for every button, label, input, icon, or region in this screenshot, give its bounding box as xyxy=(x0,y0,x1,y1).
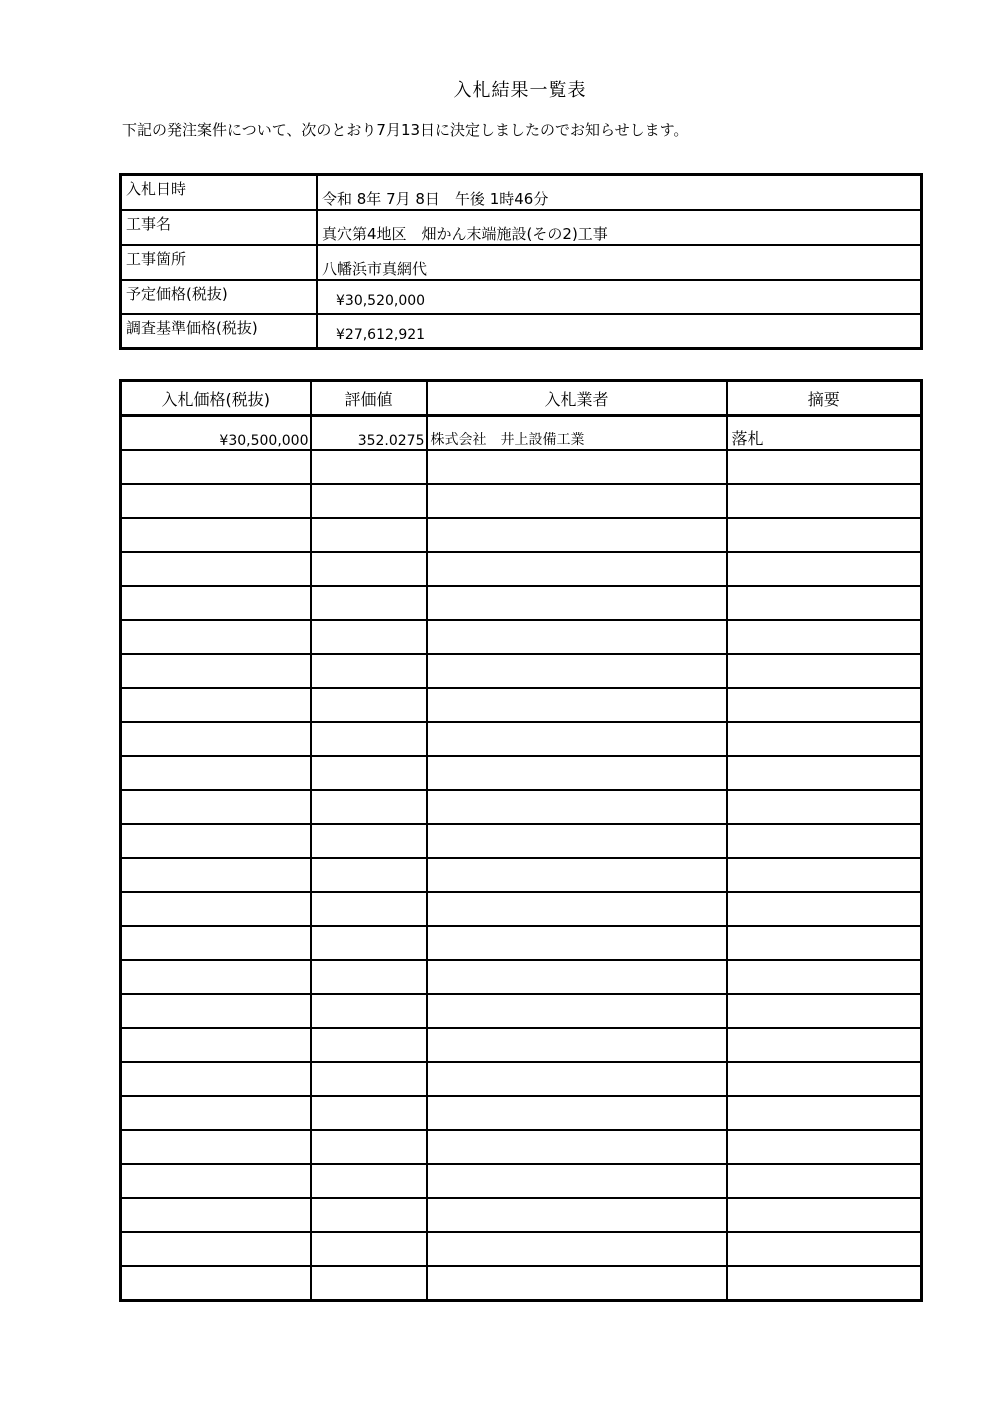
remarks-cell xyxy=(727,858,922,892)
bid-price-cell xyxy=(121,722,311,756)
bidder-cell xyxy=(427,1232,727,1266)
remarks-cell xyxy=(727,756,922,790)
bidder-cell xyxy=(427,1028,727,1062)
remarks-cell xyxy=(727,960,922,994)
info-value: ¥27,612,921 xyxy=(317,314,922,349)
bid-price-cell xyxy=(121,1164,311,1198)
bidder-cell xyxy=(427,1266,727,1301)
table-row xyxy=(121,824,922,858)
table-row xyxy=(121,722,922,756)
evaluation-score-cell xyxy=(311,858,427,892)
header-evaluation-score: 評価値 xyxy=(311,381,427,416)
bid-price-cell xyxy=(121,1130,311,1164)
bidder-cell: 株式会社 井上設備工業 xyxy=(427,416,727,451)
evaluation-score-cell xyxy=(311,1062,427,1096)
bidder-cell xyxy=(427,926,727,960)
evaluation-score-cell xyxy=(311,620,427,654)
remarks-cell xyxy=(727,586,922,620)
remarks-cell xyxy=(727,450,922,484)
info-label: 入札日時 xyxy=(121,175,318,211)
table-row xyxy=(121,892,922,926)
bid-price-cell xyxy=(121,620,311,654)
page-title: 入札結果一覧表 xyxy=(453,80,587,101)
bidder-cell xyxy=(427,1198,727,1232)
remarks-cell xyxy=(727,1198,922,1232)
evaluation-score-cell xyxy=(311,484,427,518)
bid-results-table xyxy=(119,379,923,1302)
info-row xyxy=(121,210,922,245)
evaluation-score-cell xyxy=(311,824,427,858)
bidder-cell xyxy=(427,892,727,926)
table-row xyxy=(121,484,922,518)
table-row xyxy=(121,654,922,688)
table-row xyxy=(121,1266,922,1301)
evaluation-score-cell xyxy=(311,654,427,688)
header-bid-price: 入札価格(税抜) xyxy=(121,381,311,416)
bid-price-cell xyxy=(121,926,311,960)
table-row xyxy=(121,688,922,722)
info-value: 令和 8年 7月 8日 午後 1時46分 xyxy=(317,175,922,211)
info-row xyxy=(121,314,922,349)
info-value: 真穴第4地区 畑かん末端施設(その2)工事 xyxy=(317,210,922,245)
bidder-cell xyxy=(427,1096,727,1130)
bidder-cell xyxy=(427,518,727,552)
table-row xyxy=(121,790,922,824)
info-value: 八幡浜市真網代 xyxy=(317,245,922,280)
evaluation-score-cell xyxy=(311,926,427,960)
bidder-cell xyxy=(427,960,727,994)
remarks-cell xyxy=(727,926,922,960)
bidder-cell xyxy=(427,484,727,518)
evaluation-score-cell xyxy=(311,1266,427,1301)
bidder-cell xyxy=(427,552,727,586)
evaluation-score-cell xyxy=(311,1028,427,1062)
evaluation-score-cell xyxy=(311,756,427,790)
bid-price-cell xyxy=(121,824,311,858)
table-row xyxy=(121,1164,922,1198)
remarks-cell xyxy=(727,1130,922,1164)
remarks-cell xyxy=(727,824,922,858)
evaluation-score-cell: 352.0275 xyxy=(311,416,427,451)
info-label: 工事箇所 xyxy=(121,245,318,280)
evaluation-score-cell xyxy=(311,1164,427,1198)
table-row xyxy=(121,586,922,620)
evaluation-score-cell xyxy=(311,450,427,484)
table-row xyxy=(121,756,922,790)
remarks-cell xyxy=(727,1164,922,1198)
remarks-cell xyxy=(727,790,922,824)
remarks-cell xyxy=(727,620,922,654)
table-row xyxy=(121,1028,922,1062)
bid-price-cell: ¥30,500,000 xyxy=(121,416,311,451)
remarks-cell xyxy=(727,1028,922,1062)
bidder-cell xyxy=(427,858,727,892)
results-header-row xyxy=(121,381,922,416)
remarks-cell xyxy=(727,1232,922,1266)
bid-price-cell xyxy=(121,1062,311,1096)
remarks-cell xyxy=(727,722,922,756)
evaluation-score-cell xyxy=(311,960,427,994)
evaluation-score-cell xyxy=(311,892,427,926)
evaluation-score-cell xyxy=(311,790,427,824)
bid-price-cell xyxy=(121,484,311,518)
bid-info-table xyxy=(119,173,923,350)
bidder-cell xyxy=(427,1164,727,1198)
remarks-cell xyxy=(727,994,922,1028)
info-label: 工事名 xyxy=(121,210,318,245)
table-row xyxy=(121,1198,922,1232)
bidder-cell xyxy=(427,722,727,756)
remarks-cell xyxy=(727,518,922,552)
info-label: 調査基準価格(税抜) xyxy=(121,314,318,349)
table-row xyxy=(121,1062,922,1096)
remarks-cell xyxy=(727,688,922,722)
table-row xyxy=(121,1232,922,1266)
bid-price-cell xyxy=(121,688,311,722)
bid-price-cell xyxy=(121,450,311,484)
info-row xyxy=(121,245,922,280)
remarks-cell xyxy=(727,552,922,586)
bidder-cell xyxy=(427,654,727,688)
bid-price-cell xyxy=(121,960,311,994)
evaluation-score-cell xyxy=(311,1096,427,1130)
bidder-cell xyxy=(427,1062,727,1096)
remarks-cell xyxy=(727,1062,922,1096)
bid-price-cell xyxy=(121,1266,311,1301)
bidder-cell xyxy=(427,756,727,790)
bidder-cell xyxy=(427,620,727,654)
remarks-cell xyxy=(727,484,922,518)
evaluation-score-cell xyxy=(311,518,427,552)
info-row xyxy=(121,280,922,314)
evaluation-score-cell xyxy=(311,722,427,756)
bid-price-cell xyxy=(121,654,311,688)
bid-price-cell xyxy=(121,1198,311,1232)
evaluation-score-cell xyxy=(311,586,427,620)
bid-price-cell xyxy=(121,1096,311,1130)
evaluation-score-cell xyxy=(311,688,427,722)
bid-price-cell xyxy=(121,1028,311,1062)
remarks-cell xyxy=(727,654,922,688)
table-row xyxy=(121,416,922,451)
info-value: ¥30,520,000 xyxy=(317,280,922,314)
table-row xyxy=(121,926,922,960)
notice-text: 下記の発注案件について、次のとおり7月13日に決定しましたのでお知らせします。 xyxy=(122,121,689,139)
table-row xyxy=(121,1096,922,1130)
remarks-cell: 落札 xyxy=(727,416,922,451)
bid-price-cell xyxy=(121,1232,311,1266)
bidder-cell xyxy=(427,450,727,484)
table-row xyxy=(121,450,922,484)
evaluation-score-cell xyxy=(311,1130,427,1164)
bid-price-cell xyxy=(121,858,311,892)
bidder-cell xyxy=(427,824,727,858)
bidder-cell xyxy=(427,586,727,620)
table-row xyxy=(121,518,922,552)
bid-price-cell xyxy=(121,756,311,790)
bidder-cell xyxy=(427,1130,727,1164)
table-row xyxy=(121,960,922,994)
bid-price-cell xyxy=(121,892,311,926)
table-row xyxy=(121,858,922,892)
bid-price-cell xyxy=(121,586,311,620)
table-row xyxy=(121,552,922,586)
bidder-cell xyxy=(427,994,727,1028)
bid-price-cell xyxy=(121,994,311,1028)
evaluation-score-cell xyxy=(311,994,427,1028)
bidder-cell xyxy=(427,790,727,824)
header-remarks: 摘要 xyxy=(727,381,922,416)
evaluation-score-cell xyxy=(311,1232,427,1266)
table-row xyxy=(121,1130,922,1164)
remarks-cell xyxy=(727,892,922,926)
bid-price-cell xyxy=(121,790,311,824)
table-row xyxy=(121,620,922,654)
bid-price-cell xyxy=(121,552,311,586)
info-row xyxy=(121,175,922,211)
bid-price-cell xyxy=(121,518,311,552)
remarks-cell xyxy=(727,1266,922,1301)
info-label: 予定価格(税抜) xyxy=(121,280,318,314)
evaluation-score-cell xyxy=(311,552,427,586)
bidder-cell xyxy=(427,688,727,722)
remarks-cell xyxy=(727,1096,922,1130)
header-bidder: 入札業者 xyxy=(427,381,727,416)
evaluation-score-cell xyxy=(311,1198,427,1232)
table-row xyxy=(121,994,922,1028)
